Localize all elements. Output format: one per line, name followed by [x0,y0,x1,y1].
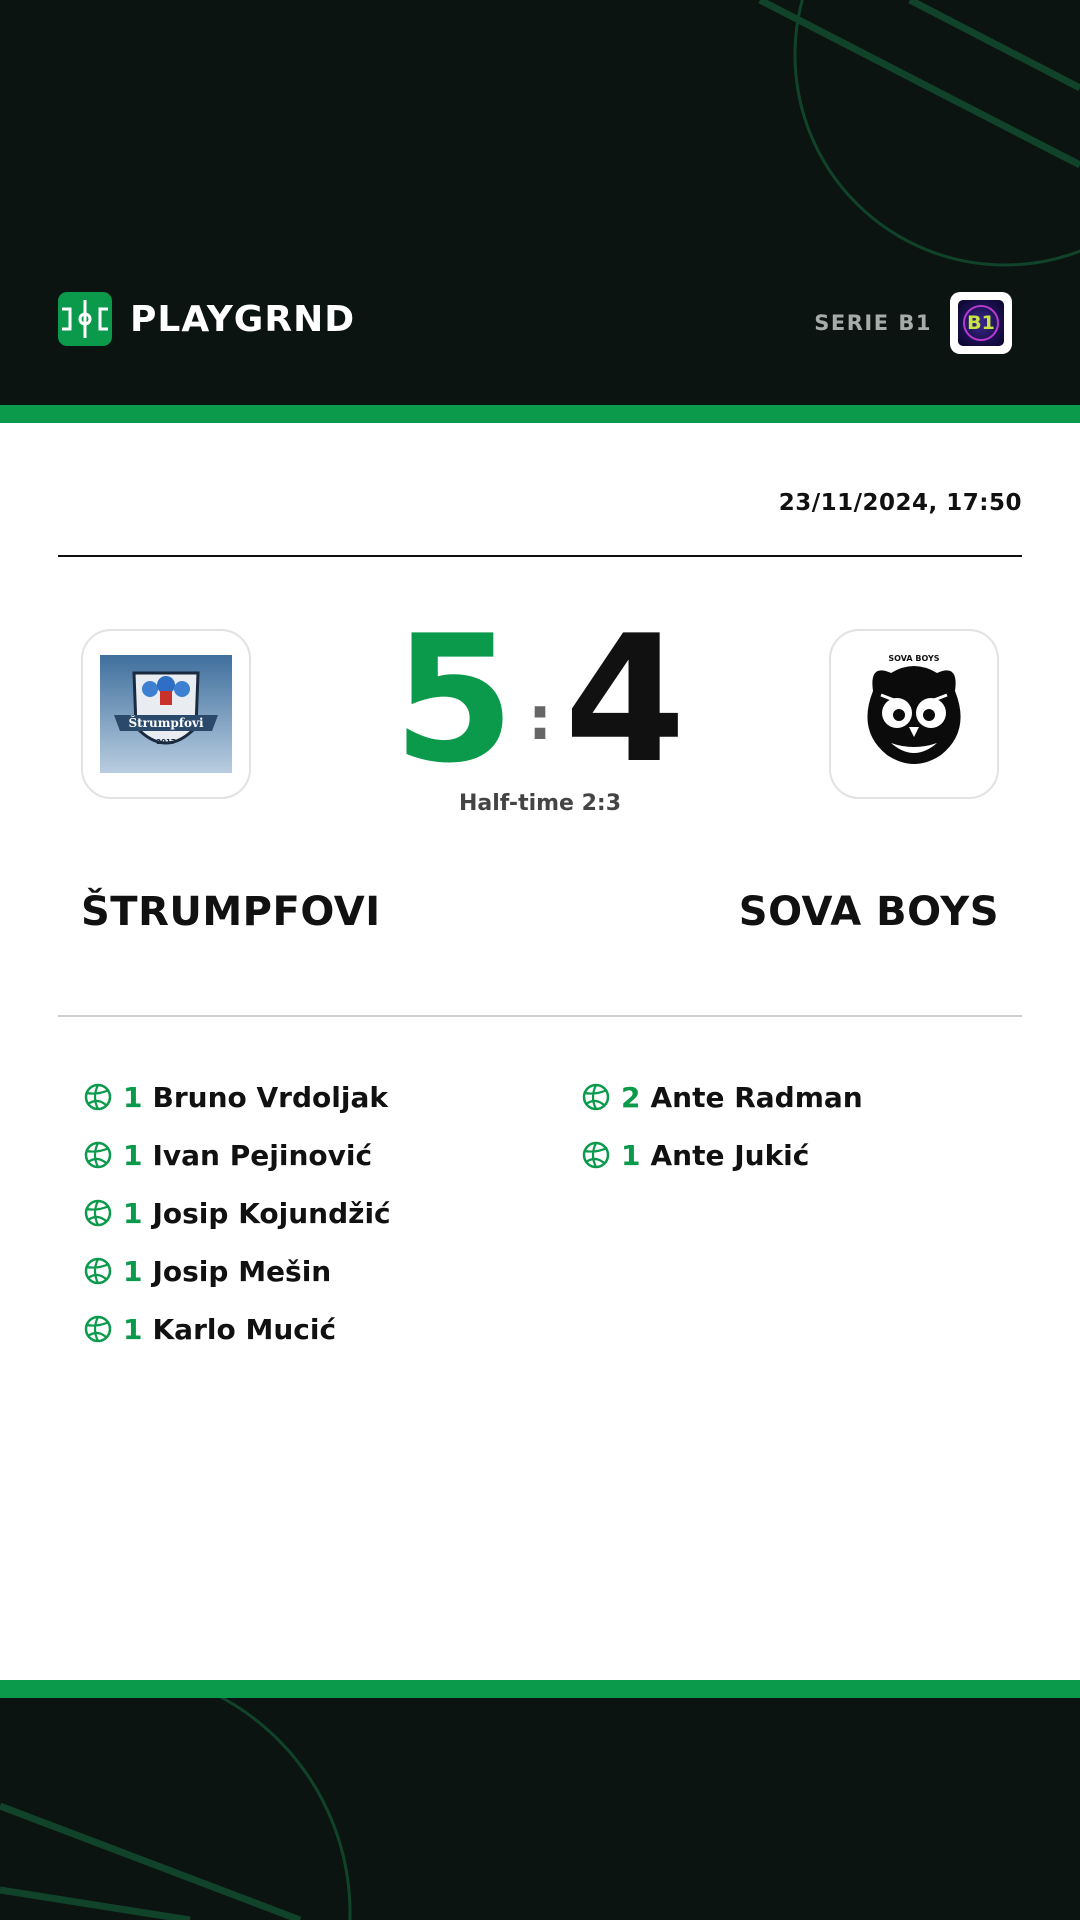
top-header [0,0,1080,405]
pitch-lines-decoration [0,1698,1080,1920]
divider [58,555,1022,557]
ball-icon [581,1140,611,1170]
divider [58,1015,1022,1017]
goal-count: 1 [123,1254,143,1288]
player-name[interactable]: Josip Mešin [152,1254,332,1288]
away-team-name[interactable]: SOVA BOYS [738,889,999,935]
away-score: 4 [564,599,686,802]
goal-count: 1 [123,1080,143,1114]
match-datetime: 23/11/2024, 17:50 [778,490,1022,516]
ball-icon [581,1082,611,1112]
goal-count: 2 [621,1080,641,1114]
scorer-row [581,1126,1021,1184]
home-team-name[interactable]: ŠTRUMPFOVI [81,889,381,935]
home-crest-text: Štrumpfovi [128,716,204,730]
home-crest-year: 2017 [156,738,176,746]
player-name[interactable]: Ante Radman [650,1080,863,1114]
bottom-footer [0,1698,1080,1920]
ball-icon [83,1314,113,1344]
scorer-row [83,1126,523,1184]
pitch-icon [58,292,112,346]
goal-count: 1 [123,1138,143,1172]
player-name[interactable]: Bruno Vrdoljak [152,1080,388,1114]
ball-icon [83,1140,113,1170]
home-crest-image [100,655,232,773]
scorer-row [83,1300,523,1358]
league-logo-text: B1 [967,312,995,334]
player-name[interactable]: Karlo Mucić [152,1312,337,1346]
scorer-row [581,1068,1021,1126]
player-name[interactable]: Ante Jukić [650,1138,810,1172]
league-badge[interactable] [814,292,1012,354]
score-separator: : [528,684,552,754]
home-team-crest[interactable] [81,629,251,799]
scorer-row [83,1242,523,1300]
home-score: 5 [393,599,515,802]
league-name: SERIE B1 [814,311,932,335]
player-name[interactable]: Ivan Pejinović [152,1138,373,1172]
league-logo [950,292,1012,354]
away-team-crest[interactable] [829,629,999,799]
footer-accent-stripe [0,1680,1080,1698]
home-scorers-list [83,1068,523,1358]
brand[interactable] [58,292,355,346]
halftime-score: Half-time 2:3 [458,791,622,816]
away-crest-image [851,651,977,777]
scorer-row [83,1184,523,1242]
goal-count: 1 [123,1196,143,1230]
away-crest-text: SOVA BOYS [888,654,940,663]
ball-icon [83,1256,113,1286]
goal-count: 1 [621,1138,641,1172]
header-accent-stripe [0,405,1080,423]
goal-count: 1 [123,1312,143,1346]
brand-name: PLAYGRND [130,298,356,340]
scorer-row [83,1068,523,1126]
ball-icon [83,1082,113,1112]
player-name[interactable]: Josip Kojundžić [152,1196,391,1230]
away-scorers-list [581,1068,1021,1184]
ball-icon [83,1198,113,1228]
